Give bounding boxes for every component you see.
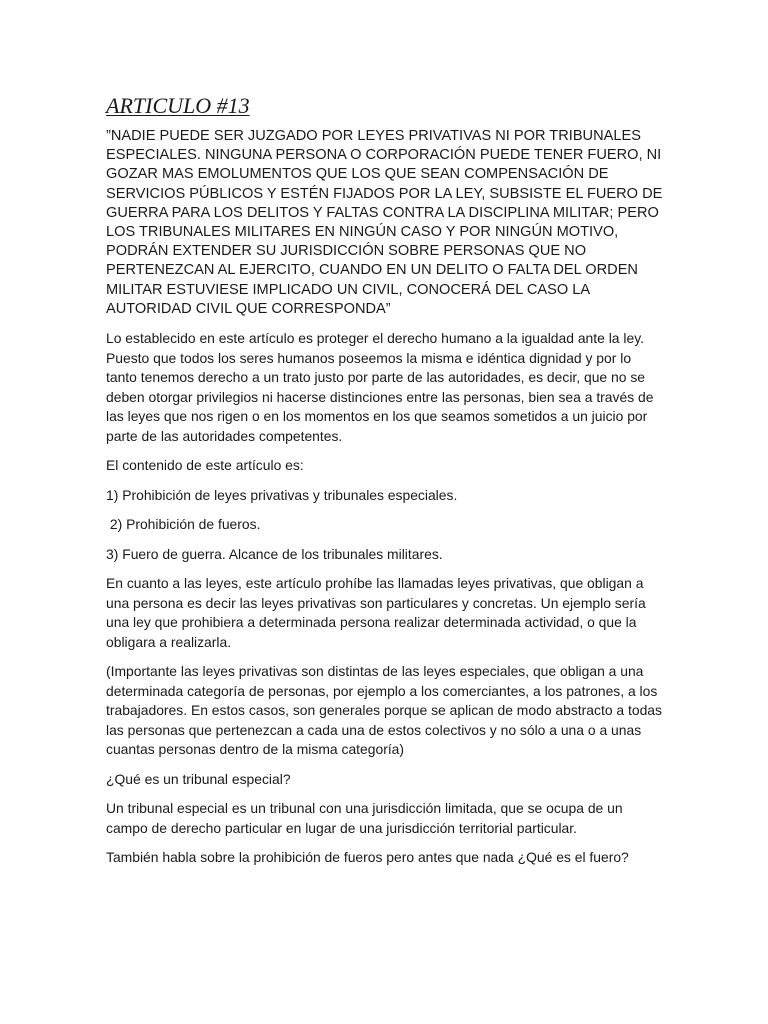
paragraph-leyes-privativas: En cuanto a las leyes, este artículo prohíbe las llamadas leyes privativas, que obligan a una persona es decir las leyes privativas son particulares y concretas. Un ejemplo sería una ley que prohibiera a determinada persona realizar determinada actividad, o que la obligara a realizarla. (106, 575, 646, 650)
paragraph-contents-heading: El contenido de este artículo es: (106, 457, 304, 474)
list-item-1: 1) Prohibición de leyes privativas y tribunales especiales. (106, 486, 458, 503)
paragraph-intro: Lo establecido en este artículo es proteger el derecho humano a la igualdad ante la ley. Puesto que todos los seres humanos poseemos la misma e idéntica dignidad y por lo tanto tenemos derecho a un trato justo por parte de las autoridades, es decir, que no se deben otorgar privilegios ni hacerse distinciones entre las personas, bien sea a través de las leyes que nos rigen o en los momentos en los que seamos sometidos a un juicio por parte de las autoridades competentes. (106, 330, 654, 444)
document-page (106, 92, 664, 878)
article-title: ARTICULO #13 (106, 93, 250, 118)
paragraph-fuero-question: También habla sobre la prohibición de fueros pero antes que nada ¿Qué es el fuero? (106, 849, 629, 866)
list-item-3: 3) Fuero de guerra. Alcance de los tribunales militares. (106, 545, 443, 562)
paragraph-question-tribunal: ¿Qué es un tribunal especial? (106, 770, 291, 787)
paragraph-tribunal-definition: Un tribunal especial es un tribunal con una jurisdicción limitada, que se ocupa de un campo de derecho particular en lugar de una jurisdicción territorial particular. (106, 800, 623, 836)
list-item-2: 2) Prohibición de fueros. (106, 516, 261, 533)
article-quote: ”NADIE PUEDE SER JUZGADO POR LEYES PRIVATIVAS NI POR TRIBUNALES ESPECIALES. NINGUNA PERSONA O CORPORACIÓN PUEDE TENER FUERO, NI GOZAR MAS EMOLUMENTOS QUE LOS QUE SEAN COMPENSACIÓN DE SERVICIOS PÚBLICOS Y ESTÉN FIJADOS POR LA LEY, SUBSISTE EL FUERO DE GUERRA PARA LOS DELITOS Y FALTAS CONTRA LA DISCIPLINA MILITAR; PERO LOS TRIBUNALES MILITARES EN NINGÚN CASO Y POR NINGÚN MOTIVO, PODRÁN EXTENDER SU JURISDICCIÓN SOBRE PERSONAS QUE NO PERTENEZCAN AL EJERCITO, CUANDO EN UN DELITO O FALTA DEL ORDEN MILITAR ESTUVIESE IMPLICADO UN CIVIL, CONOCERÁ DEL CASO LA AUTORIDAD CIVIL QUE CORRESPONDA” (106, 128, 663, 317)
paragraph-leyes-especiales: (Importante las leyes privativas son distintas de las leyes especiales, que obligan a una determinada categoría de personas, por ejemplo a los comerciantes, a los patrones, a los trabajadores. En estos casos, son generales porque se aplican de modo abstracto a todas las personas que pertenezcan a cada una de estos colectivos y no sólo a una o a unas cuantas personas dentro de la misma categoría) (106, 663, 662, 758)
